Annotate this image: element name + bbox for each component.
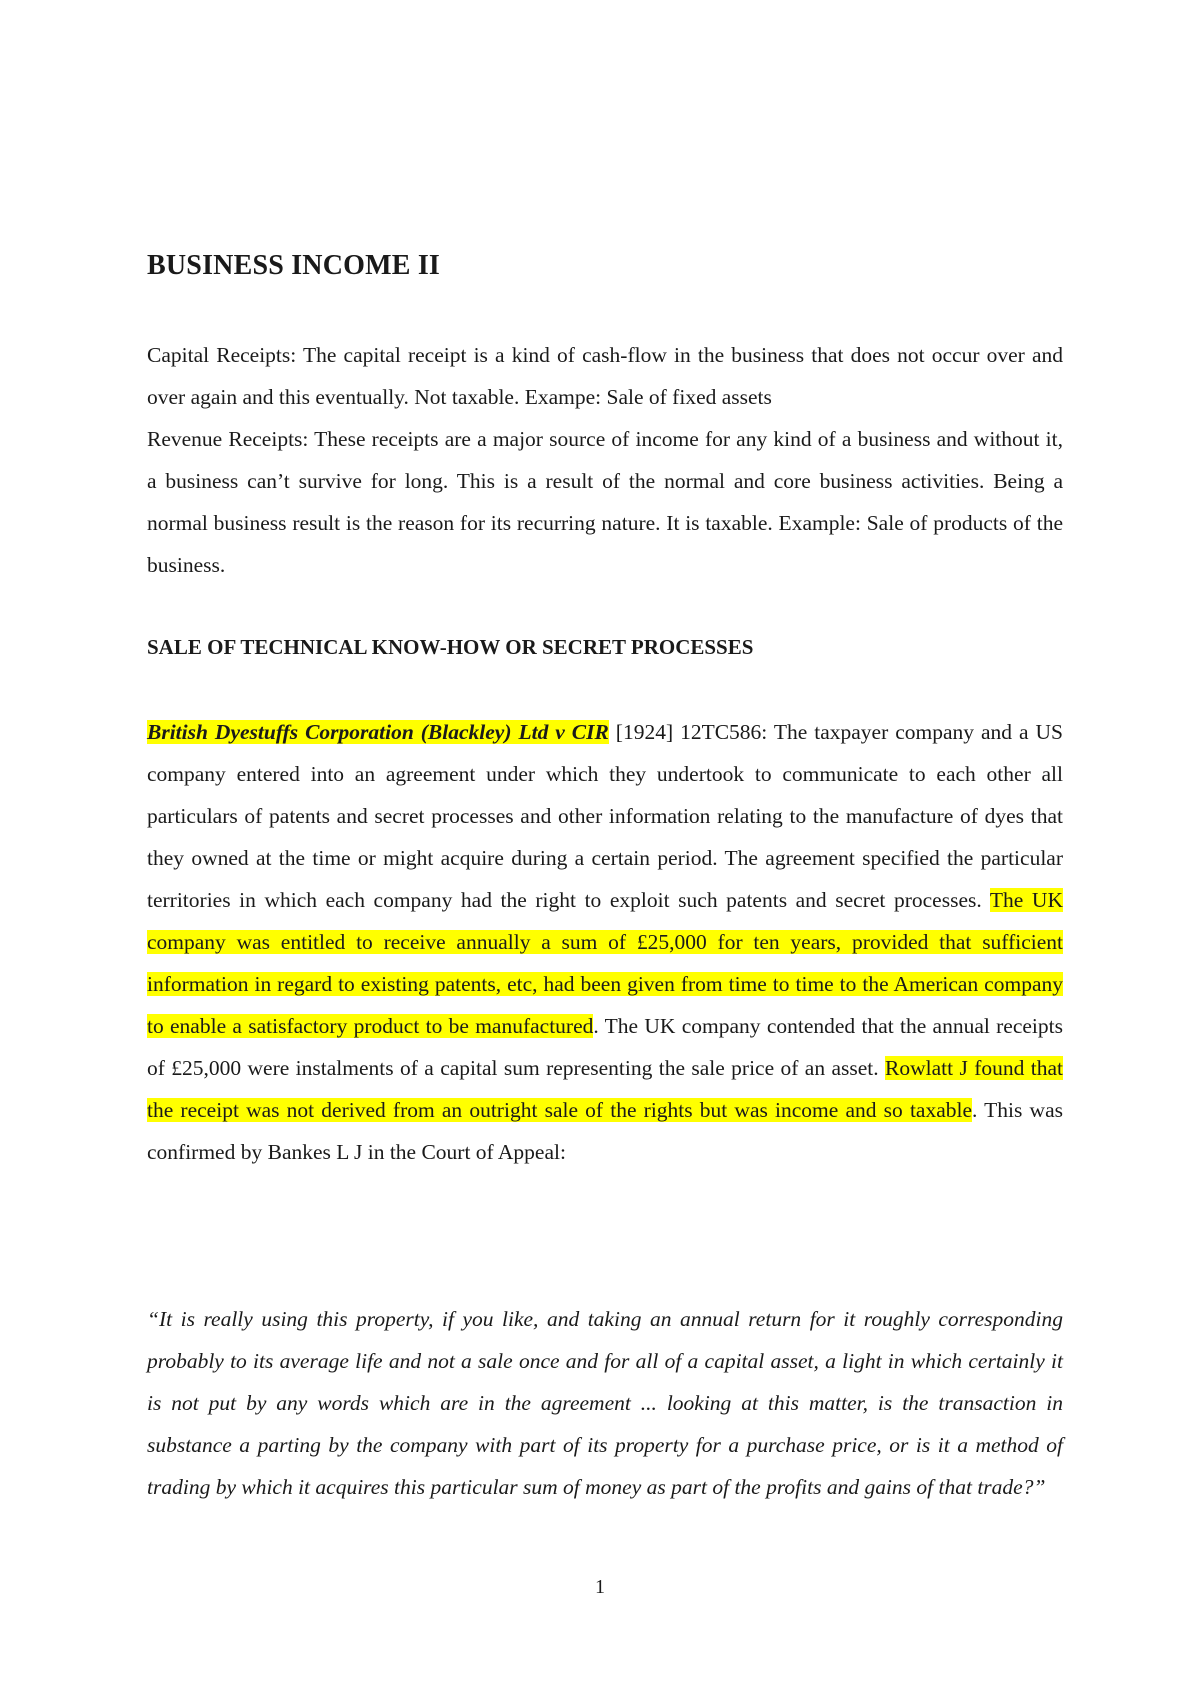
case-highlight-1: The UK company was entitled to receive annually a sum of £25,000 for ten years, provided that sufficient information in regard to existing patents, etc, had been given from time to time to the American company to enable a satisfactory product to be manufactured [147, 888, 1063, 1038]
revenue-receipts-paragraph: Revenue Receipts: These receipts are a major source of income for any kind of a business and without it, a business can’t survive for long. This is a result of the normal and core business activities. Being a normal business result is the reason for its recurring nature. It is taxable. Example: Sale of products of the business. [147, 427, 1063, 577]
case-paragraph [147, 711, 1063, 1173]
judicial-quote: “It is really using this property, if you like, and taking an annual return for it roughly corresponding probably to its average life and not a sale once and for all of a capital asset, a light in which certainly it is not put by any words which are in the agreement ... looking at this matter, is the transaction in substance a parting by the company with part of its property for a purchase price, or is it a method of trading by which it acquires this particular sum of money as part of the profits and gains of that trade?” [147, 1307, 1063, 1499]
case-highlight-2: Rowlatt J found that the receipt was not derived from an outright sale of the rights but was income and so taxable [147, 1056, 1063, 1122]
case-text-1: [1924] 12TC586: The taxpayer company and a US company entered into an agreement under which they undertook to communicate to each other all particulars of patents and secret processes and other information relating to the manufacture of dyes that they owned at the time or might acquire during a certain period. The agreement specified the particular territories in which each company had the right to exploit such patents and secret processes. [147, 720, 1063, 912]
document-title: BUSINESS INCOME II [147, 250, 441, 281]
capital-receipts-paragraph: Capital Receipts: The capital receipt is a kind of cash-flow in the business that does not occur over and over again and this eventually. Not taxable. Exampe: Sale of fixed assets [147, 343, 1063, 409]
section-heading: SALE OF TECHNICAL KNOW-HOW OR SECRET PROCESSES [147, 635, 754, 659]
page-number: 1 [595, 1576, 605, 1598]
case-text-2: . The UK company contended that the annual receipts of £25,000 were instalments of a capital sum representing the sale price of an asset. [147, 1014, 1063, 1080]
case-name: British Dyestuffs Corporation (Blackley) Ltd v CIR [147, 720, 609, 744]
case-text-3: . This was confirmed by Bankes L J in the Court of Appeal: [147, 1098, 1063, 1164]
receipts-definitions [147, 334, 1063, 586]
